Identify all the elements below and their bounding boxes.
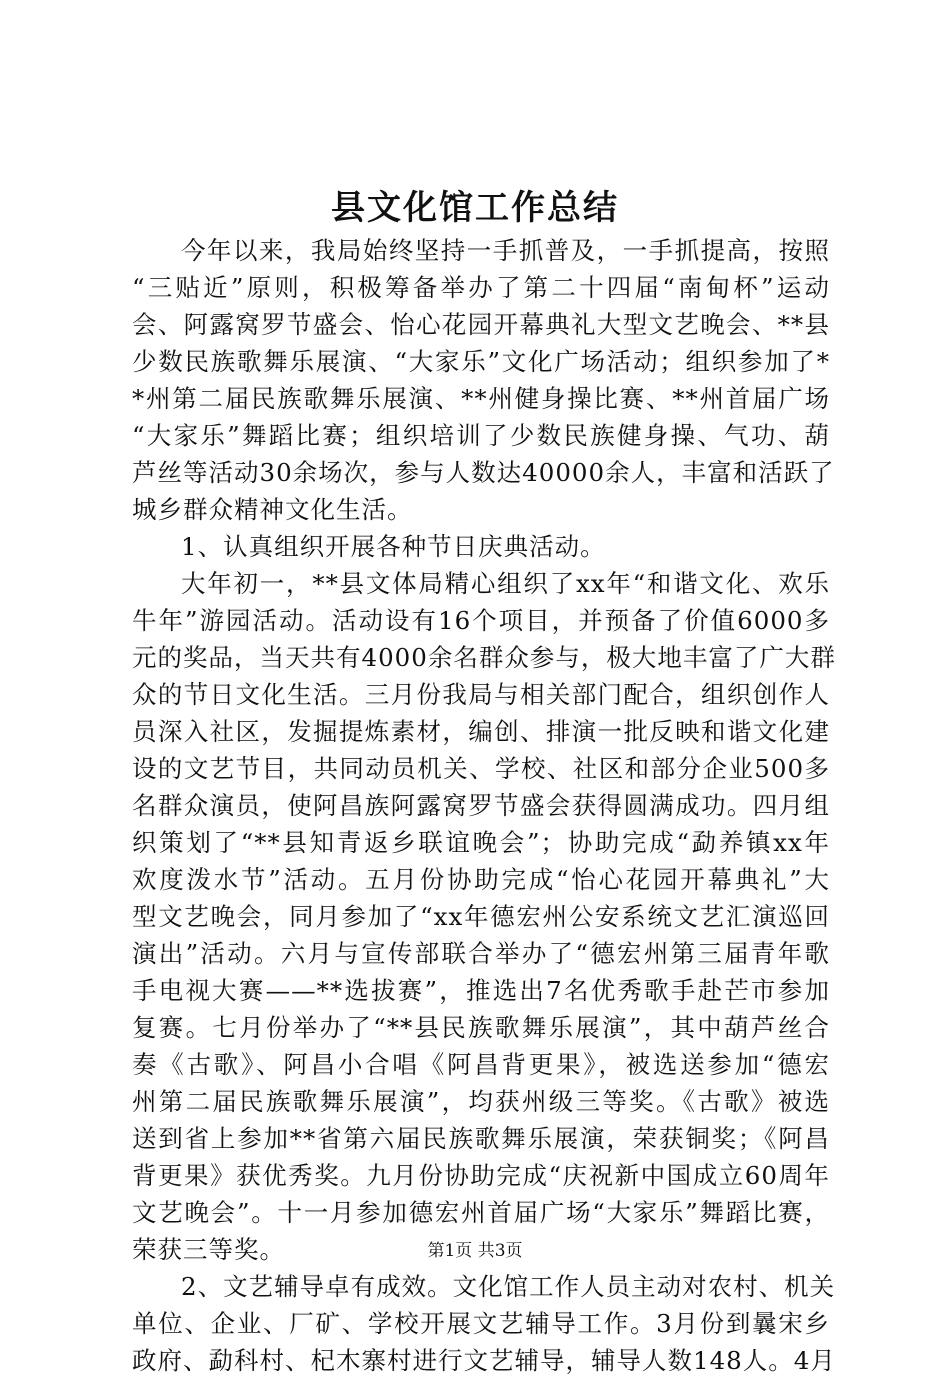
text-line: 少数民族歌舞乐展演、“大家乐”文化广场活动；组织参加了* [132,347,830,376]
text-line: 州第二届民族歌舞乐展演”，均获州级三等奖。《古歌》被选 [132,1087,830,1116]
text-line: 元的奖品，当天共有4000余名群众参与，极大地丰富了广大群 [132,643,836,672]
text-line: 奏《古歌》、阿昌小合唱《阿昌背更果》，被选送参加“德宏 [132,1050,830,1079]
text-line: 背更果》获优秀奖。九月份协助完成“庆祝新中国成立60周年 [132,1161,830,1190]
text-line: 送到省上参加**省第六届民族歌舞乐展演，荣获铜奖；《阿昌 [132,1124,830,1153]
page-footer: 第1页 共3页 [427,1241,523,1261]
text-line: 织策划了“**县知青返乡联谊晚会”；协助完成“勐养镇xx年 [132,828,830,857]
document-body [132,232,836,1379]
text-line: “大家乐”舞蹈比赛；组织培训了少数民族健身操、气功、葫 [132,421,830,450]
text-line: 荣获三等奖。 [132,1235,285,1264]
text-line: 设的文艺节目，共同动员机关、学校、社区和部分企业500多 [132,754,830,783]
text-line: 2、文艺辅导卓有成效。文化馆工作人员主动对农村、机关 [181,1272,836,1301]
text-line: 复赛。七月份举办了“**县民族歌舞乐展演”，其中葫芦丝合 [132,1013,830,1042]
text-line: 会、阿露窝罗节盛会、怡心花园开幕典礼大型文艺晚会、**县 [132,310,830,339]
text-line: 芦丝等活动30余场次，参与人数达40000余人，丰富和活跃了 [132,458,835,487]
text-line: 众的节日文化生活。三月份我局与相关部门配合，组织创作人 [132,680,830,709]
text-line: 员深入社区，发掘提炼素材，编创、排演一批反映和谐文化建 [132,717,830,746]
text-line: “三贴近”原则，积极筹备举办了第二十四届“南甸杯”运动 [132,273,830,302]
text-line: 欢度泼水节”活动。五月份协助完成“怡心花园开幕典礼”大 [132,865,830,894]
text-line: 单位、企业、厂矿、学校开展文艺辅导工作。3月份到曩宋乡 [132,1309,830,1338]
text-line: 名群众演员，使阿昌族阿露窝罗节盛会获得圆满成功。四月组 [132,791,830,820]
document-title: 县文化馆工作总结 [331,188,619,228]
text-line: 文艺晚会”。十一月参加德宏州首届广场“大家乐”舞蹈比赛， [132,1198,830,1227]
text-line: 大年初一，**县文体局精心组织了xx年“和谐文化、欢乐 [181,569,830,598]
text-line: 型文艺晚会，同月参加了“xx年德宏州公安系统文艺汇演巡回 [132,902,830,931]
text-line: 今年以来，我局始终坚持一手抓普及，一手抓提高，按照 [181,236,830,265]
text-line: 演出”活动。六月与宣传部联合举办了“德宏州第三届青年歌 [132,939,830,968]
text-line: 政府、勐科村、杞木寨村进行文艺辅导，辅导人数148人。4月 [132,1346,836,1375]
text-line: 1、认真组织开展各种节日庆典活动。 [181,532,606,561]
text-line: *州第二届民族歌舞乐展演、**州健身操比赛、**州首届广场 [132,384,830,413]
text-line: 城乡群众精神文化生活。 [132,495,413,524]
text-line: 手电视大赛——**选拔赛”，推选出7名优秀歌手赴芒市参加 [132,976,830,1005]
text-line: 牛年”游园活动。活动设有16个项目，并预备了价值6000多 [132,606,830,635]
